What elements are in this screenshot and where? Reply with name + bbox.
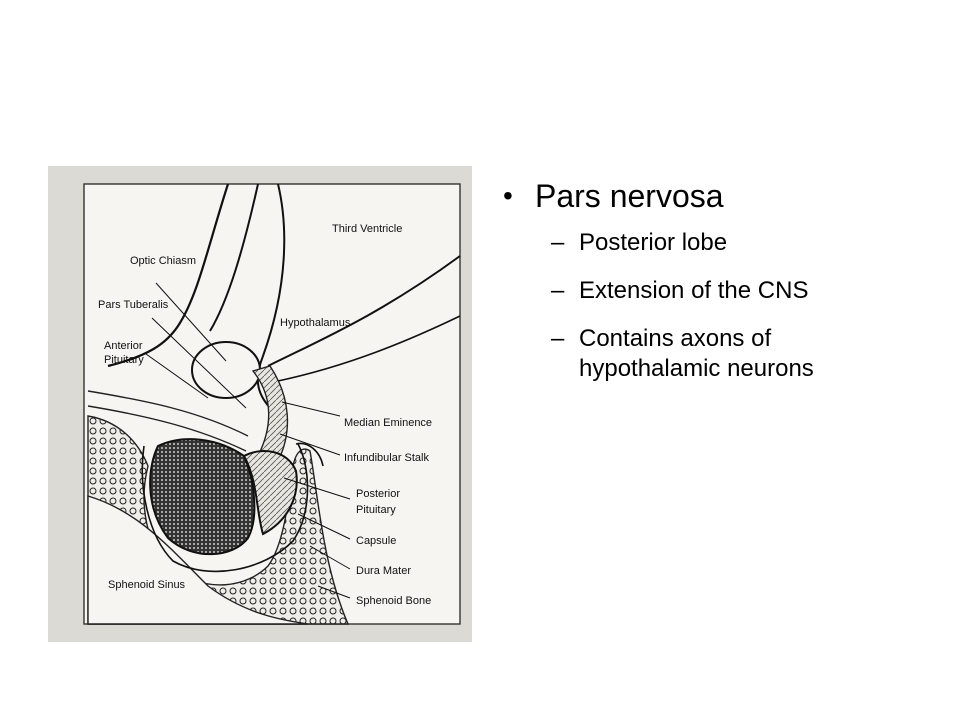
bullet-main-text: Pars nervosa xyxy=(535,178,724,214)
dash-icon: – xyxy=(551,277,565,304)
sub-bullet-item xyxy=(503,324,943,384)
pituitary-diagram xyxy=(48,166,472,642)
label-anterior-pituitary-1: Anterior xyxy=(104,340,143,352)
label-capsule: Capsule xyxy=(356,535,397,547)
sub-bullet-item xyxy=(503,228,943,258)
sub-bullet-item xyxy=(503,276,943,306)
sub-bullet-text-continued: hypothalamic neurons xyxy=(579,355,814,382)
sub-bullet-text: Posterior lobe xyxy=(579,229,728,256)
sub-bullet-list xyxy=(503,228,943,384)
bullet-dot-icon: • xyxy=(503,180,513,211)
bullet-main xyxy=(503,174,943,218)
label-pars-tuberalis: Pars Tuberalis xyxy=(98,299,169,311)
label-sphenoid-bone: Sphenoid Bone xyxy=(356,595,432,607)
bullet-list xyxy=(503,174,943,402)
label-third-ventricle: Third Ventricle xyxy=(332,223,403,235)
label-anterior-pituitary-2: Pituitary xyxy=(104,354,144,366)
sub-bullet-text: Contains axons of xyxy=(579,325,772,352)
label-optic-chiasm: Optic Chiasm xyxy=(130,255,197,267)
label-median-eminence: Median Eminence xyxy=(344,417,433,429)
label-posterior-pituitary-1: Posterior xyxy=(356,488,401,500)
optic-chiasm-shape xyxy=(192,342,260,398)
sub-bullet-text: Extension of the CNS xyxy=(579,277,809,304)
label-posterior-pituitary-2: Pituitary xyxy=(356,504,396,516)
label-hypothalamus: Hypothalamus xyxy=(280,317,351,329)
dash-icon: – xyxy=(551,325,565,352)
label-dura-mater: Dura Mater xyxy=(356,565,412,577)
label-sphenoid-sinus: Sphenoid Sinus xyxy=(108,579,186,591)
label-infundibular-stalk: Infundibular Stalk xyxy=(344,452,429,464)
dash-icon: – xyxy=(551,229,565,256)
